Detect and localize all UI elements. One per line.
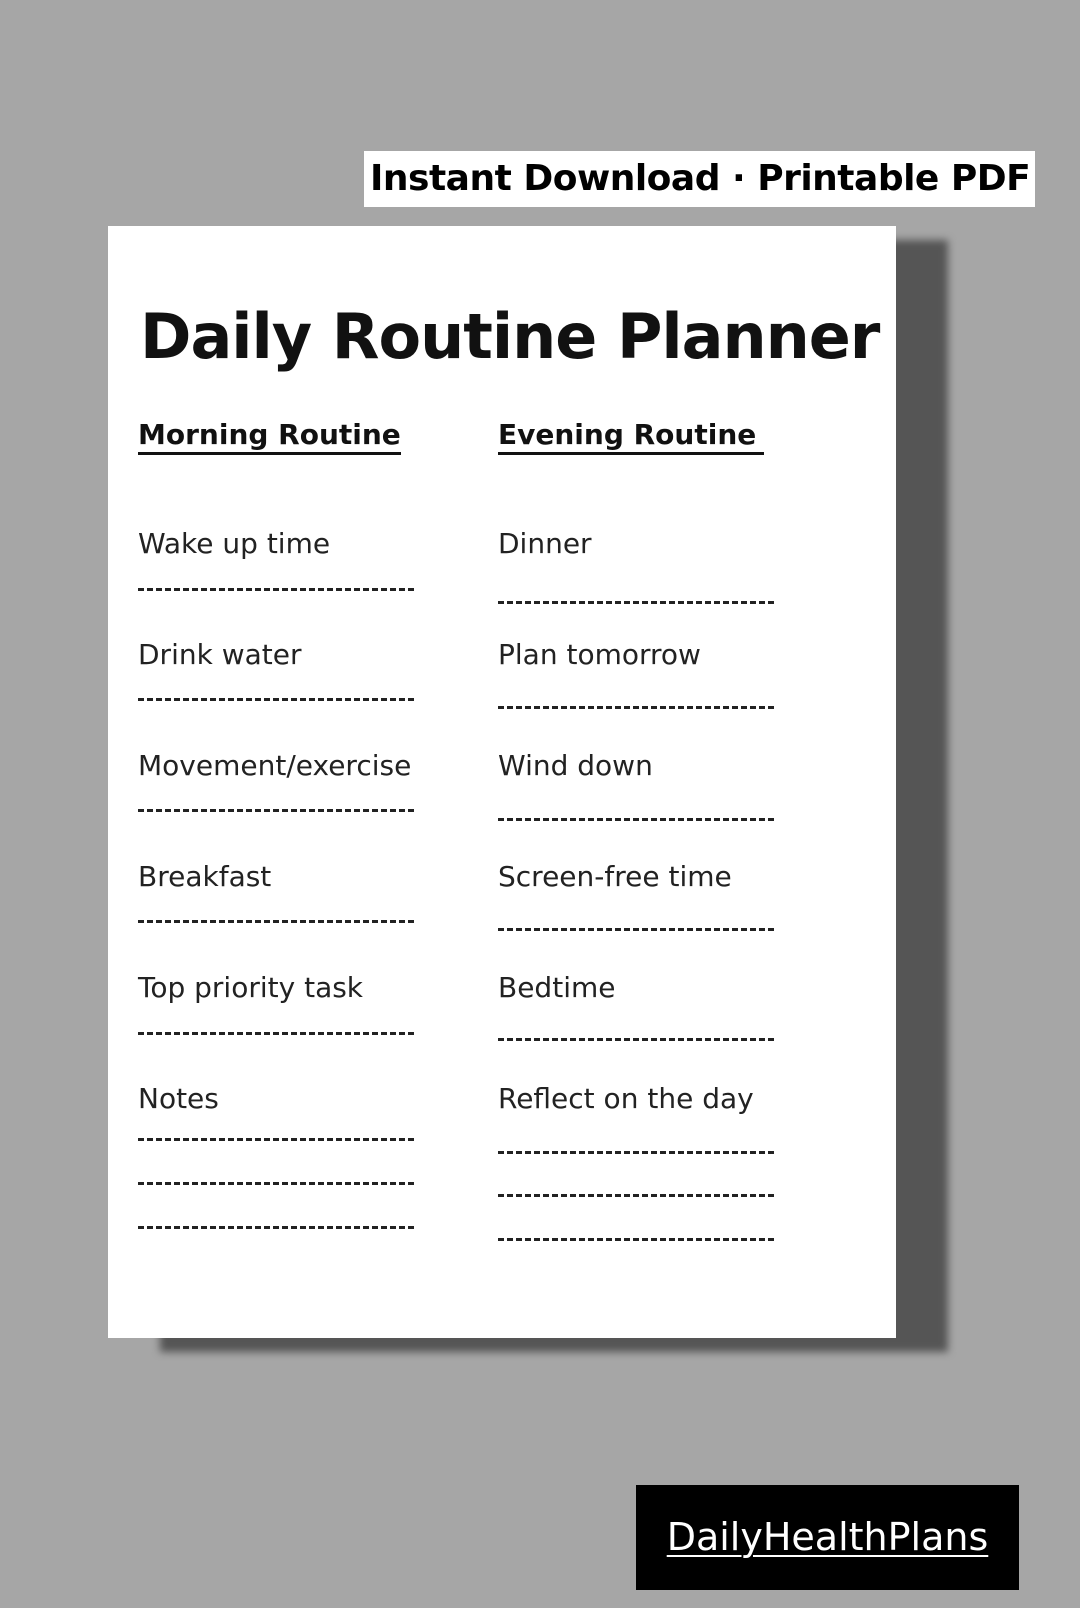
- write-in-line: [138, 698, 414, 701]
- write-in-line: [498, 1038, 774, 1041]
- write-in-line: [498, 928, 774, 931]
- evening-item-label: Dinner: [498, 527, 592, 560]
- evening-item-label: Screen-free time: [498, 860, 732, 893]
- reflection-line: [498, 1151, 774, 1154]
- write-in-line: [498, 818, 774, 821]
- morning-item-label: Movement/exercise: [138, 749, 412, 782]
- planner-title: Daily Routine Planner: [140, 300, 880, 373]
- write-in-line: [498, 706, 774, 709]
- write-in-line: [138, 588, 414, 591]
- evening-item-label: Plan tomorrow: [498, 638, 701, 671]
- reflection-line: [498, 1194, 774, 1197]
- brand-badge: [636, 1485, 1019, 1590]
- write-in-line: [138, 1032, 414, 1035]
- morning-item-label: Drink water: [138, 638, 302, 671]
- write-in-line: [498, 601, 774, 604]
- instant-download-banner: Instant Download · Printable PDF: [364, 151, 1035, 207]
- write-in-line: [138, 809, 414, 812]
- morning-item-label: Top priority task: [138, 971, 364, 1004]
- write-in-line: [138, 920, 414, 923]
- planner-sheet: [108, 226, 896, 1338]
- brand-name: DailyHealthPlans: [666, 1515, 989, 1559]
- morning-item-label: Notes: [138, 1082, 219, 1115]
- notes-line: [138, 1182, 414, 1185]
- morning-routine-heading: Morning Routine: [138, 419, 401, 455]
- morning-item-label: Wake up time: [138, 527, 331, 560]
- notes-line: [138, 1138, 414, 1141]
- morning-item-label: Breakfast: [138, 860, 272, 893]
- evening-routine-heading: Evening Routine: [498, 419, 764, 455]
- notes-line: [138, 1226, 414, 1229]
- evening-item-label: Bedtime: [498, 971, 616, 1004]
- evening-item-label: Wind down: [498, 749, 653, 782]
- evening-item-label: Reflect on the day: [498, 1082, 754, 1115]
- reflection-line: [498, 1238, 774, 1241]
